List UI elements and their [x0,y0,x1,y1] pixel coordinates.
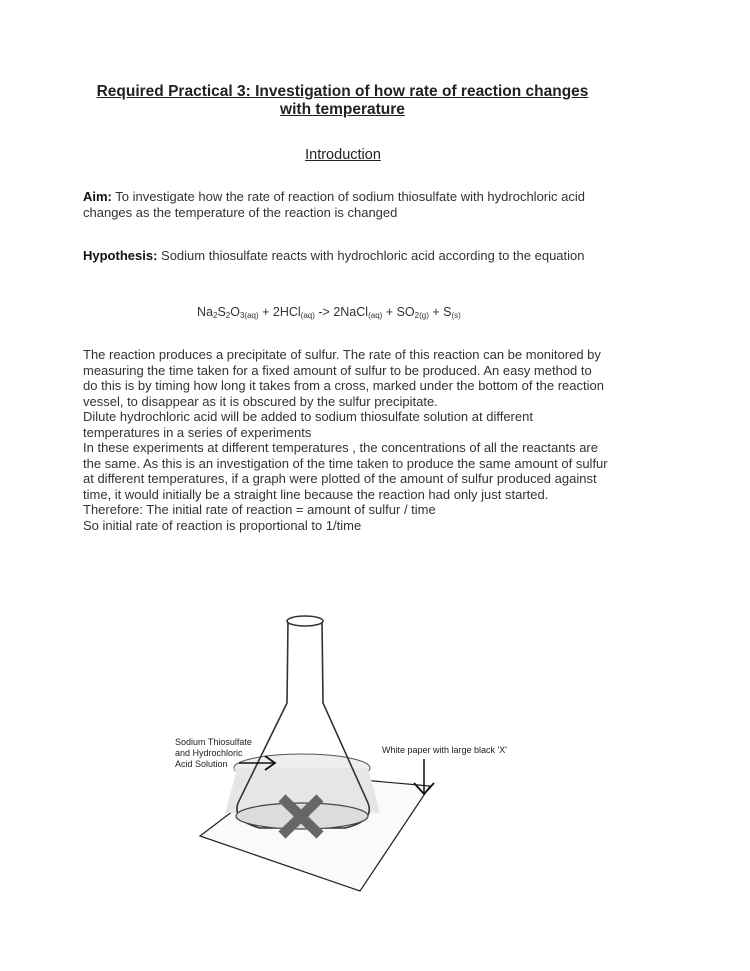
body-paragraph: The reaction produces a precipitate of sulfur. The rate of this reaction can be monitored by measuring the time taken for a fixed amount of sulfur to be produced. An easy method to do this is by timing how long it takes from a cross, marked under the bottom of the reaction vessel, to disappear as it is obscured by the sulfur precipitate. [83,347,604,409]
body-text [83,347,608,533]
hypothesis-paragraph [83,248,603,264]
document-title: Required Practical 3: Investigation of how rate of reaction changes with temperature [96,83,589,118]
aim-text: To investigate how the rate of reaction of sodium thiosulfate with hydrochloric acid changes as the temperature of the reaction is changed [83,189,585,220]
hypothesis-label: Hypothesis: [83,248,158,263]
hypothesis-text: Sodium thiosulfate reacts with hydrochloric acid according to the equation [161,248,585,263]
label-solution: Sodium Thiosulfate and Hydrochloric Acid Solution [175,737,252,769]
chemical-equation: $Na_2S_2O_{3(aq)} + 2HCl_{(aq)}$ -> 2NaCl$_{(aq)}$ + $SO_{2(g)} + S_{(s)}$ [197,305,461,320]
aim-label: Aim: [83,189,112,204]
body-paragraph: In these experiments at different temperatures , the concentrations of all the reactants are the same. As this is an investigation of the time taken to produce the same amount of sulfur at different temperatures, if a graph were plotted of the amount of sulfur produced against time, it would initially be a straight line because the reaction had only just started. [83,440,608,502]
body-paragraph: Dilute hydrochloric acid will be added to sodium thiosulfate solution at different temperatures in a series of experiments [83,409,533,440]
label-paper: White paper with large black 'X' [382,745,507,755]
aim-paragraph [83,189,603,220]
flask-rim [287,616,323,626]
body-paragraph: Therefore: The initial rate of reaction = amount of sulfur / time [83,502,436,517]
body-paragraph: So initial rate of reaction is proportional to 1/time [83,517,362,533]
section-heading-introduction: Introduction [305,147,381,163]
